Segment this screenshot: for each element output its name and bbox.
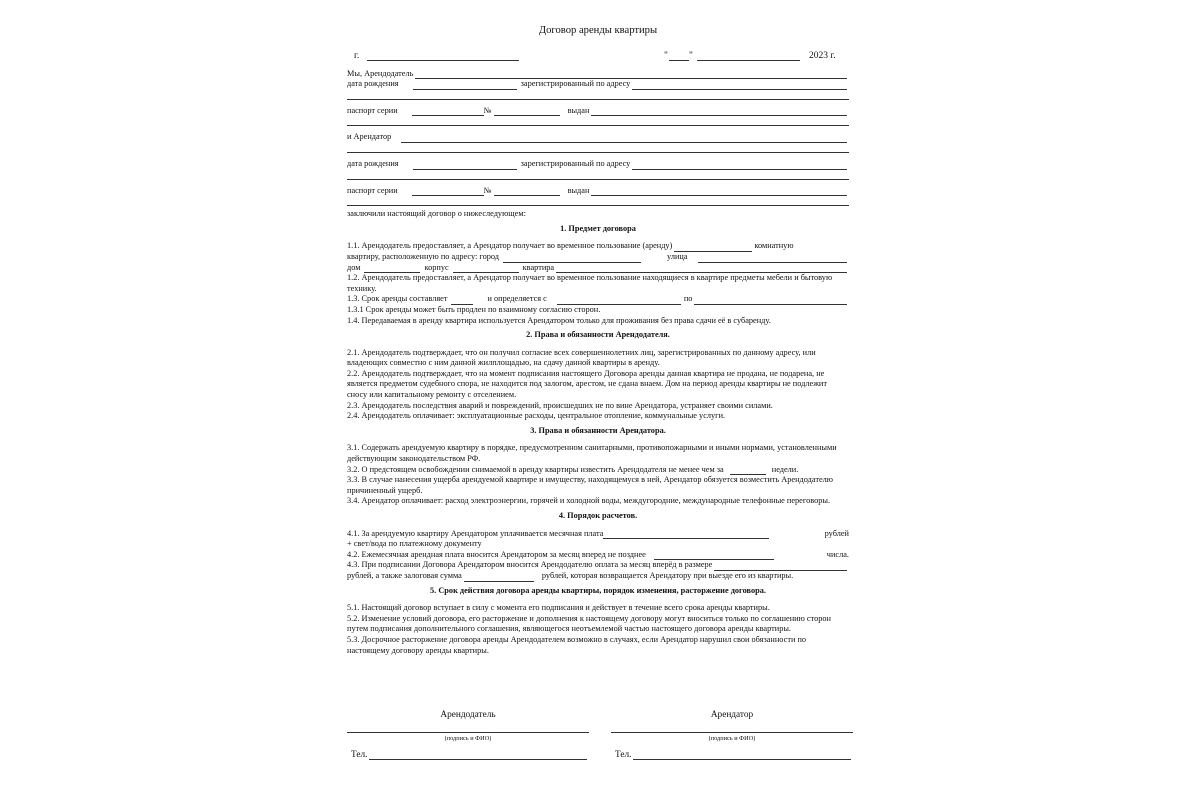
term-to-label: по <box>683 294 693 304</box>
landlord-address-blank[interactable] <box>632 81 847 90</box>
day-label: числа. <box>826 549 849 559</box>
birth-label: дата рождения <box>347 79 399 89</box>
clause-5-2: 5.2. Изменение условий договора, его расторжение и дополнения к настоящему договору могут вноситься только по соглашению сторон путем подписания дополнительного соглашения, являющегося неотъемлемой частью настоящего договора аренды квартиры. <box>347 613 831 634</box>
landlord-name-row <box>347 69 849 80</box>
clause-4-3-text: 4.3. При подписании Договора Арендатором вносится Арендодателю оплата за месяц вперёд в размере <box>347 560 713 570</box>
clause-2-4: 2.4. Арендодатель оплачивает: эксплуатационные расходы, центральное отопление, коммунальные услуги. <box>347 411 726 421</box>
landlord-passport-number-blank[interactable] <box>494 107 560 116</box>
clause-3-2-text: 3.2. О предстоящем освобождении снимаемой в аренду квартиры известить Арендодателя не менее чем за <box>347 464 724 474</box>
house-blank[interactable] <box>364 264 420 273</box>
building-label: корпус <box>424 262 449 272</box>
clause-4-2-row <box>347 550 849 561</box>
term-to-blank[interactable] <box>694 296 847 305</box>
birth-label: дата рождения <box>347 158 399 168</box>
deposit-return-text: рублей, которая возвращается Арендатору при выезде его из квартиры. <box>541 570 794 580</box>
tenant-address-line-2[interactable] <box>347 170 849 180</box>
clause-5-3: 5.3. Досрочное расторжение договора аренды Арендодателем возможно в случаях, если Арендатор нарушил свои обязанности по настоящему договору аренды квартиры. <box>347 634 807 655</box>
clause-4-1-utilities: + свет/вода по платежному документу <box>347 539 482 549</box>
tenant-issued-blank[interactable] <box>591 187 847 196</box>
clause-1-1-city-label: квартиру, расположенную по адресу: город <box>347 251 500 261</box>
passport-label: паспорт серии <box>347 105 398 115</box>
clause-2-3: 2.3. Арендодатель последствия аварий и повреждений, происшедших не по вине Арендатора, устраняет своими силами. <box>347 400 773 410</box>
clause-4-3-row-1 <box>347 560 849 571</box>
clause-3-4: 3.4. Арендатор оплачивает: расход электроэнергии, горячей и холодной воды, междугородние, международные телефонные переговоры. <box>347 496 831 506</box>
landlord-phone-row <box>347 750 589 760</box>
tenant-name-row <box>347 132 849 143</box>
rooms-count-blank[interactable] <box>674 243 752 252</box>
tenant-birth-row <box>347 159 849 170</box>
clause-2-1: 2.1. Арендодатель подтверждает, что он получил согласие всех совершеннолетних лиц, зарегистрированных по данному адресу, или владеющих совместно с ним данной жилплощадью, на сдачу данной квартиры в аренду. <box>347 347 816 368</box>
day-blank[interactable] <box>669 60 689 61</box>
landlord-signature-line[interactable] <box>347 732 589 733</box>
tenant-signature-block <box>611 710 853 760</box>
tenant-passport-number-blank[interactable] <box>494 187 560 196</box>
landlord-issued-line-2[interactable] <box>347 116 849 126</box>
clause-4-3-row-2 <box>347 571 849 582</box>
contract-body <box>347 26 849 656</box>
clause-4-1-row <box>347 529 849 540</box>
clause-1-3-1: 1.3.1 Срок аренды может быть продлен по взаимному согласию сторон. <box>347 304 601 314</box>
notice-weeks-blank[interactable] <box>730 466 766 475</box>
street-blank[interactable] <box>698 254 847 263</box>
clause-4-1-text: 4.1. За арендуемую квартиру Арендатором уплачивается месячная плата <box>347 528 604 538</box>
year-label: 2023 г. <box>809 50 836 61</box>
weeks-label: недели. <box>771 464 799 474</box>
landlord-passport-row <box>347 106 849 117</box>
landlord-signature-label: Арендодатель <box>440 710 496 720</box>
city-blank-field[interactable] <box>503 254 641 263</box>
tenant-signature-line[interactable] <box>611 732 853 733</box>
quote-open: " <box>664 50 668 61</box>
landlord-birth-blank[interactable] <box>413 81 517 90</box>
tenant-address-blank[interactable] <box>632 161 847 170</box>
clause-3-3: 3.3. В случае нанесения ущерба арендуемой квартире и имуществу, находящемуся в ней, Арендатор обязуется возместить Арендодателю причиненный ущерб. <box>347 475 833 495</box>
clause-1-3-row <box>347 294 849 305</box>
term-from-label: и определяется с <box>487 294 547 304</box>
clause-1-1-row-2 <box>347 252 849 263</box>
landlord-issued-blank[interactable] <box>591 107 847 116</box>
deposit-blank[interactable] <box>464 573 534 582</box>
house-label: дом <box>347 262 361 272</box>
landlord-signature-block <box>347 710 589 760</box>
street-label: улица <box>667 251 688 261</box>
clause-1-1-rooms-label: комнатную <box>754 241 794 251</box>
section-2-heading: 2. Права и обязанности Арендодателя. <box>526 330 670 340</box>
tenant-phone-row <box>611 750 853 760</box>
city-prefix: г. <box>354 50 360 61</box>
tenant-tel-label: Тел. <box>615 750 632 760</box>
landlord-address-line-2[interactable] <box>347 90 849 100</box>
clause-1-2: 1.2. Арендодатель предоставляет, а Арендатор получает во временное пользование находящиеся в квартире предметы мебели и бытовую технику. <box>347 273 833 293</box>
tenant-label: и Арендатор <box>347 132 392 142</box>
tenant-signature-label: Арендатор <box>710 710 754 720</box>
apartment-blank[interactable] <box>556 264 847 273</box>
landlord-birth-row <box>347 79 849 90</box>
clause-3-2-row <box>347 465 849 476</box>
payment-day-blank[interactable] <box>654 551 774 560</box>
document-title: Договор аренды квартиры <box>538 25 658 36</box>
tenant-name-line-2[interactable] <box>347 143 849 153</box>
registered-label: зарегистрированный по адресу <box>520 79 631 89</box>
monthly-rent-blank[interactable] <box>603 530 769 539</box>
tenant-passport-series-blank[interactable] <box>412 187 484 196</box>
tenant-passport-row <box>347 186 849 197</box>
apartment-label: квартира <box>522 262 555 272</box>
landlord-signature-caption: (подпись и ФИО) <box>444 735 492 742</box>
number-sign: № <box>483 185 492 195</box>
clause-4-2-text: 4.2. Ежемесячная арендная плата вносится Арендатором за месяц вперед не позднее <box>347 549 646 559</box>
tenant-name-blank[interactable] <box>401 134 847 143</box>
building-blank[interactable] <box>453 264 519 273</box>
passport-label: паспорт серии <box>347 185 398 195</box>
month-blank[interactable] <box>697 60 800 61</box>
landlord-passport-series-blank[interactable] <box>412 107 484 116</box>
registered-label: зарегистрированный по адресу <box>520 158 631 168</box>
advance-payment-blank[interactable] <box>714 562 847 571</box>
clause-2-2: 2.2. Арендодатель подтверждает, что на момент подписания настоящего Договора аренды данная квартира не продана, не подарена, не является предметом судебного спора, не находится под залогом, арестом, не сдана внаем. Дом на период аренды квартиры не подлежит сносу или капитальному ремонту с отселением. <box>347 368 828 400</box>
clause-1-1-text: 1.1. Арендодатель предоставляет, а Арендатор получает во временное пользование (аренду) <box>347 241 673 251</box>
tenant-phone-blank[interactable] <box>633 750 851 760</box>
clause-3-1: 3.1. Содержать арендуемую квартиру в порядке, предусмотренном санитарными, противопожарными и иными нормами, установленными действующим законодательством РФ. <box>347 443 837 464</box>
landlord-phone-blank[interactable] <box>369 750 587 760</box>
concluded-text: заключили настоящий договор о нижеследующем: <box>347 209 526 219</box>
issued-label: выдан <box>567 185 590 195</box>
term-from-blank[interactable] <box>557 296 681 305</box>
landlord-tel-label: Тел. <box>351 750 368 760</box>
tenant-signature-caption: (подпись и ФИО) <box>708 735 756 742</box>
clause-1-3-text: 1.3. Срок аренды составляет <box>347 294 448 304</box>
landlord-label: Мы, Арендодатель <box>347 68 414 78</box>
clause-1-1-row-3 <box>347 263 849 274</box>
city-blank[interactable] <box>367 60 519 61</box>
rubles-label: рублей <box>824 528 849 538</box>
section-4-heading: 4. Порядок расчетов. <box>558 511 638 520</box>
date-line <box>347 49 849 65</box>
section-3-heading: 3. Права и обязанности Арендатора. <box>530 425 666 435</box>
landlord-name-blank[interactable] <box>415 70 847 79</box>
clause-1-4: 1.4. Передаваемая в аренду квартира используется Арендатором только для проживания без права сдачи её в субаренду. <box>347 315 771 325</box>
quote-close: " <box>689 50 693 61</box>
clause-5-1: 5.1. Настоящий договор вступает в силу с момента его подписания и действует в течение всего срока аренды квартиры. <box>347 603 770 613</box>
section-1-heading: 1. Предмет договора <box>560 223 636 233</box>
section-5-heading: 5. Срок действия договора аренды квартиры, порядок изменения, расторжение договора. <box>430 585 766 595</box>
clause-1-1-row-1 <box>347 241 849 252</box>
deposit-label: рублей, а также залоговая сумма <box>347 570 462 580</box>
term-blank[interactable] <box>451 296 473 305</box>
number-sign: № <box>483 105 492 115</box>
issued-label: выдан <box>567 105 590 115</box>
tenant-birth-blank[interactable] <box>413 161 517 170</box>
tenant-issued-line-2[interactable] <box>347 196 849 206</box>
